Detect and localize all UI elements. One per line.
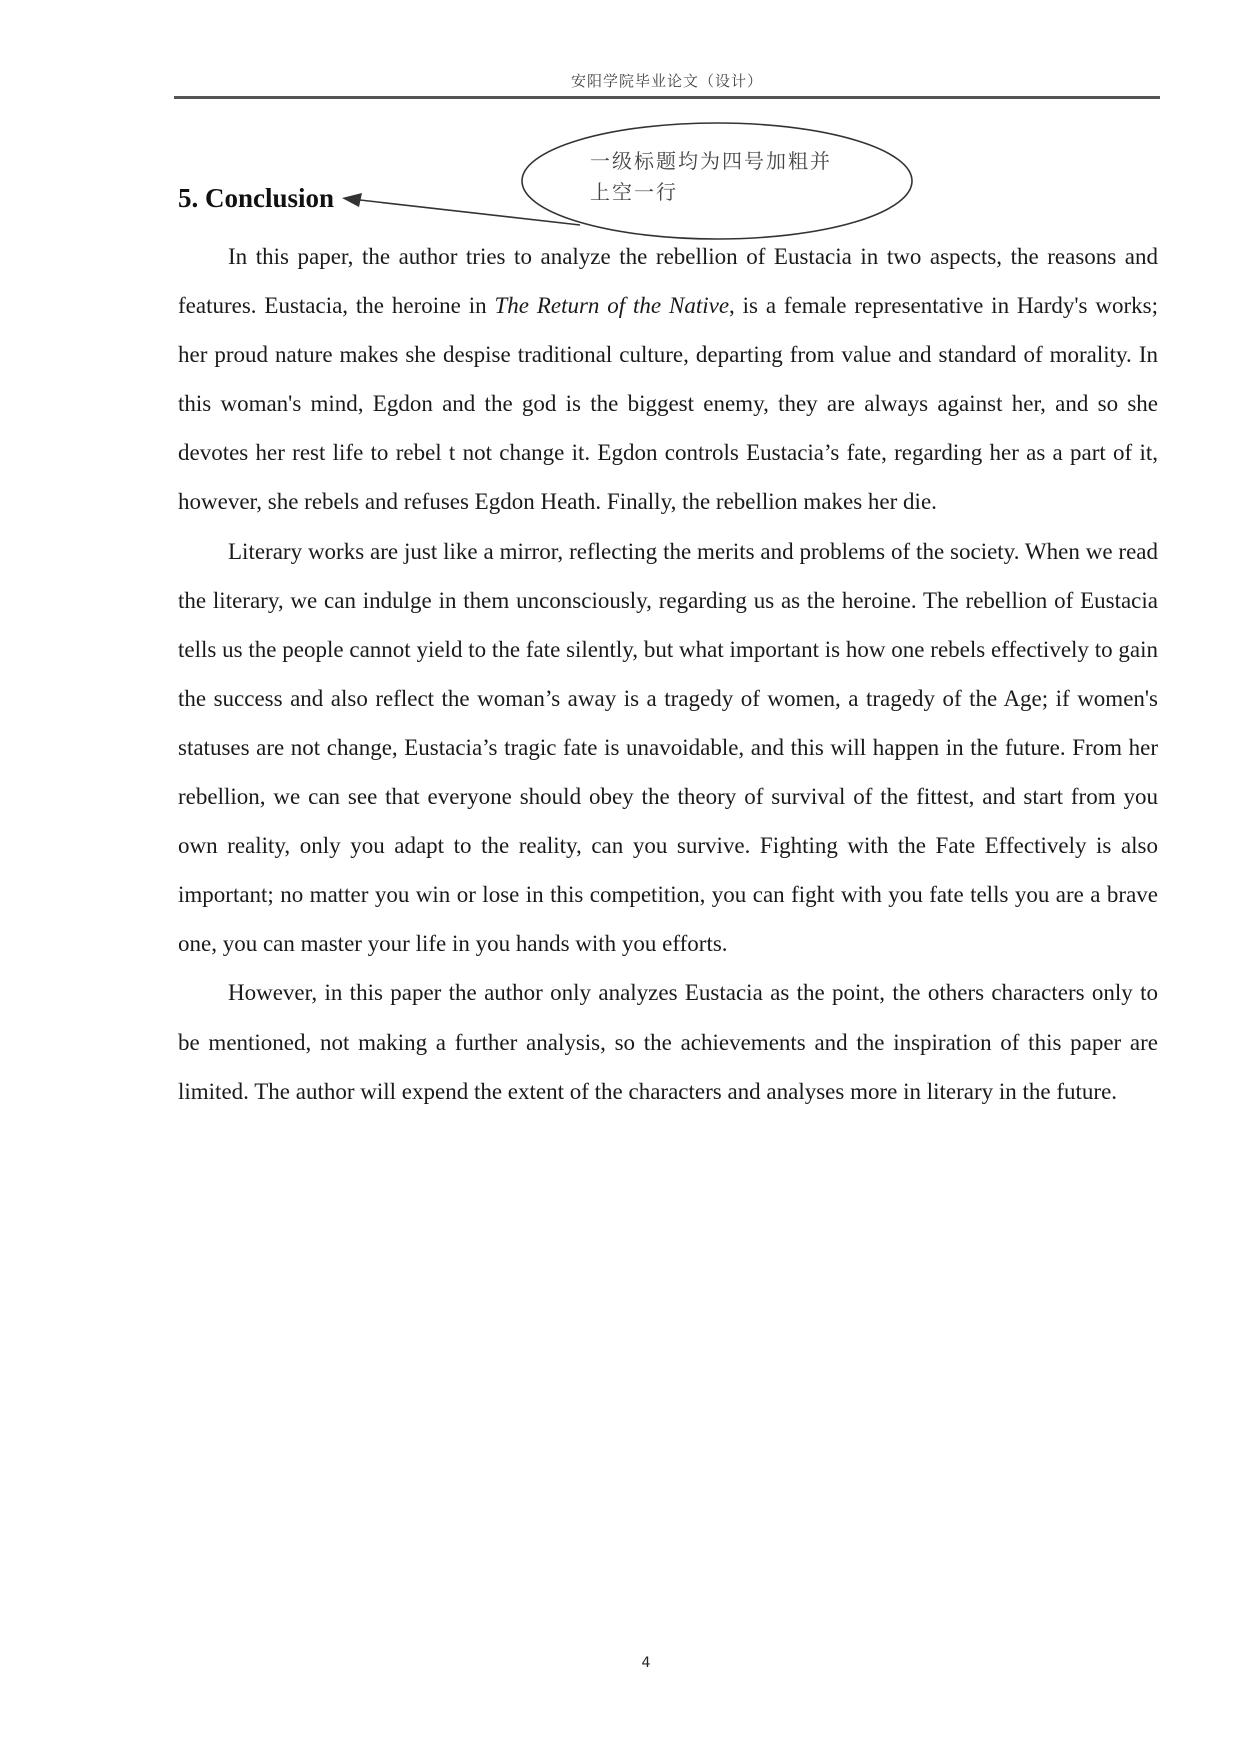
- book-title: The Return of the Native: [494, 293, 730, 319]
- arrow-head-icon: [342, 193, 362, 207]
- paragraph-1: [178, 232, 1158, 527]
- paragraph-1-text-b: , is a female representative in Hardy's works; her proud nature makes she despise traditional culture, departing from value and standard of morality. In this woman's mind, Egdon and the god is the biggest enemy, they are always against her, and so she devotes her rest life to rebel t not change it. Egdon controls Eustacia’s fate, regarding her as a part of it, however, she rebels and refuses Egdon Heath. Finally, the rebellion makes her die.: [178, 293, 1158, 515]
- section-heading: 5. Conclusion: [178, 183, 335, 213]
- header-rule: [174, 96, 1160, 99]
- paragraph-2: Literary works are just like a mirror, reflecting the merits and problems of the society. When we read the literary, we can indulge in them unconsciously, regarding us as the heroine. The rebellion of Eustacia tells us the people cannot yield to the fate silently, but what important is how one rebels effectively to gain the success and also reflect the woman’s away is a tragedy of women, a tragedy of the Age; if women's statuses are not change, Eustacia’s tragic fate is unavoidable, and this will happen in the future. From her rebellion, we can see that everyone should obey the theory of survival of the fittest, and start from you own reality, only you adapt to the reality, can you survive. Fighting with the Fate Effectively is also important; no matter you win or lose in this competition, you can fight with you fate tells you are a brave one, you can master your life in you hands with you efforts.: [178, 538, 1158, 957]
- paragraph-1-text-a: In this paper, the author tries to analyze the rebellion of Eustacia in two aspects, the reasons and features. Eustacia, the heroine in: [178, 244, 1158, 319]
- annotation-note: 一级标题均为四号加粗并上空一行: [590, 149, 832, 204]
- body-text: [178, 232, 1158, 1116]
- page-header: 安阳学院毕业论文（设计）: [570, 72, 763, 90]
- page-number: 4: [641, 1655, 651, 1671]
- paragraph-3: However, in this paper the author only analyzes Eustacia as the point, the others characters only to be mentioned, not making a further analysis, so the achievements and the inspiration of this paper are limited. The author will expend the extent of the characters and analyses more in literary in the future.: [178, 980, 1158, 1104]
